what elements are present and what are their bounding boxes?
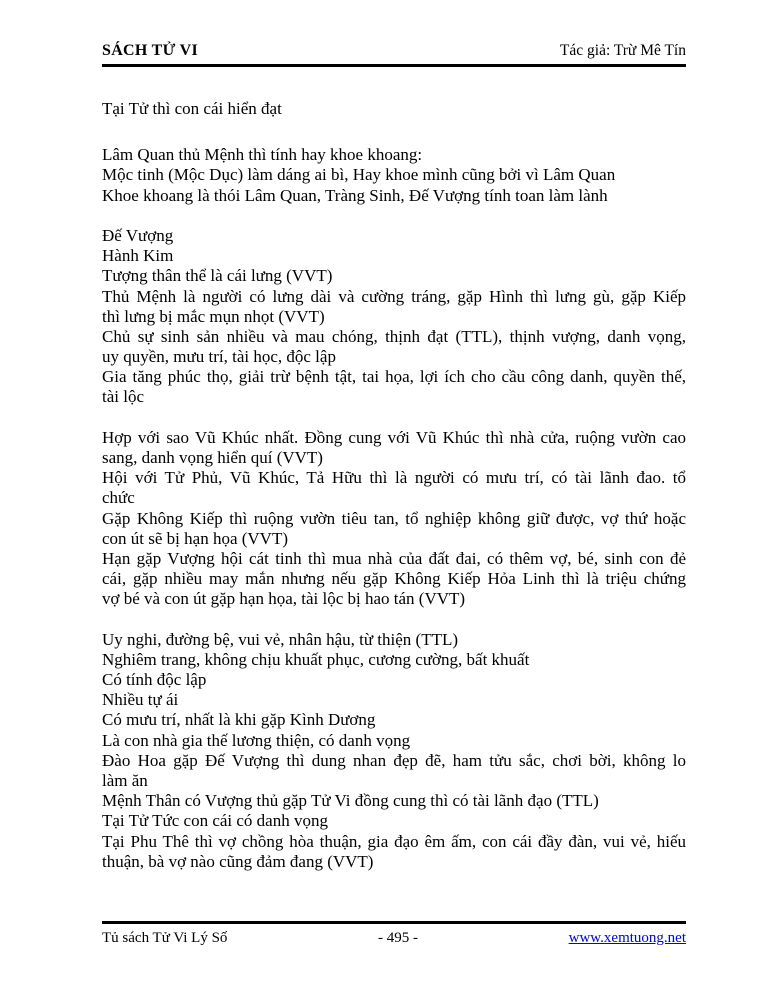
- text-line: Có mưu trí, nhất là khi gặp Kình Dương: [102, 710, 376, 730]
- text-line: chức: [102, 488, 135, 508]
- text-line: thì lưng bị mắc mụn nhọt (VVT): [102, 306, 325, 326]
- text-line: tài lộc: [102, 387, 145, 407]
- text-line: sang, danh vọng hiển quí (VVT): [102, 448, 323, 467]
- text-line: Lâm Quan thủ Mệnh thì tính hay khoe khoang:: [102, 145, 423, 165]
- text-line: Nhiều tự ái: [102, 690, 179, 710]
- text-line: Mộc tinh (Mộc Dục) làm dáng ai bì, Hay khoe mình cũng bởi vì Lâm Quan: [102, 165, 616, 185]
- author-credit: Tác giả: Trừ Mê Tín: [559, 42, 686, 59]
- text-line: cái, gặp nhiều may mắn nhưng nếu gặp Không Kiếp Hỏa Linh thì là triệu chứng: [102, 569, 686, 589]
- text-line: Mệnh Thân có Vượng thủ gặp Tử Vi đồng cung thì có tài lãnh đạo (TTL): [102, 791, 599, 811]
- text-line: thuận, bà vợ nào cũng đảm đang (VVT): [102, 851, 374, 871]
- text-line: Tại Tử thì con cái hiển đạt: [102, 99, 282, 118]
- text-line: Hành Kim: [102, 246, 174, 266]
- text-line: Gặp Không Kiếp thì ruộng vườn tiêu tan, tổ nghiệp không giữ được, vợ thứ hoặc: [102, 508, 686, 528]
- text-line: Là con nhà gia thế lương thiện, có danh vọng: [102, 730, 411, 750]
- text-line: con út sẽ bị hạn họa (VVT): [102, 528, 289, 548]
- text-line: làm ăn: [102, 771, 148, 790]
- text-line: Hội với Tử Phủ, Vũ Khúc, Tả Hữu thì là người có mưu trí, có tài lãnh đao. tổ: [102, 468, 686, 488]
- text-line: Đào Hoa gặp Đế Vượng thì dung nhan đẹp đẽ, ham tửu sắc, chơi bời, không lo: [102, 750, 686, 770]
- text-line: Hợp với sao Vũ Khúc nhất. Đồng cung với Vũ Khúc thì nhà cửa, ruộng vườn cao: [102, 427, 686, 447]
- text-line: Chủ sự sinh sản nhiều và mau chóng, thịnh đạt (TTL), thịnh vượng, danh vọng,: [102, 326, 686, 346]
- text-line: Có tính độc lập: [102, 670, 207, 690]
- body-text: [102, 99, 686, 872]
- text-line: vợ bé và con út gặp hạn họa, tài lộc bị hao tán (VVT): [102, 589, 466, 609]
- text-line: Thủ Mệnh là người có lưng dài và cường tráng, gặp Hình thì lưng gù, gặp Kiếp: [102, 286, 686, 306]
- text-line: Tại Phu Thê thì vợ chồng hòa thuận, gia đạo êm ấm, con cái đầy đàn, vui vẻ, hiếu: [102, 831, 686, 851]
- text-line: Tượng thân thể là cái lưng (VVT): [102, 266, 333, 286]
- blank-line: [102, 408, 686, 428]
- blank-line: [102, 610, 686, 630]
- page-number: - 495 -: [378, 930, 419, 946]
- footer-series-label: Tủ sách Tử Vi Lý Số: [102, 930, 228, 946]
- blank-line: [102, 119, 686, 145]
- text-line: Gia tăng phúc thọ, giải trừ bệnh tật, tai họa, lợi ích cho cầu công danh, quyền thế,: [102, 367, 686, 387]
- book-title: SÁCH TỬ VI: [102, 42, 199, 59]
- website-link[interactable]: www.xemtuong.net: [568, 930, 686, 946]
- page-header: [102, 42, 686, 67]
- page-footer: [102, 921, 686, 947]
- text-line: Tại Tử Tức con cái có danh vọng: [102, 811, 328, 831]
- text-line: uy quyền, mưu trí, tài học, độc lập: [102, 347, 336, 367]
- text-line: Khoe khoang là thói Lâm Quan, Tràng Sinh, Đế Vượng tính toan làm lành: [102, 185, 608, 205]
- text-line: Uy nghi, đường bệ, vui vẻ, nhân hậu, từ thiện (TTL): [102, 629, 459, 649]
- blank-line: [102, 206, 686, 226]
- text-line: Đế Vượng: [102, 225, 174, 245]
- text-line: Hạn gặp Vượng hội cát tinh thì mua nhà của đất đai, có thêm vợ, bé, sinh con đẻ: [102, 548, 686, 568]
- text-line: Nghiêm trang, không chịu khuất phục, cương cường, bất khuất: [102, 649, 530, 669]
